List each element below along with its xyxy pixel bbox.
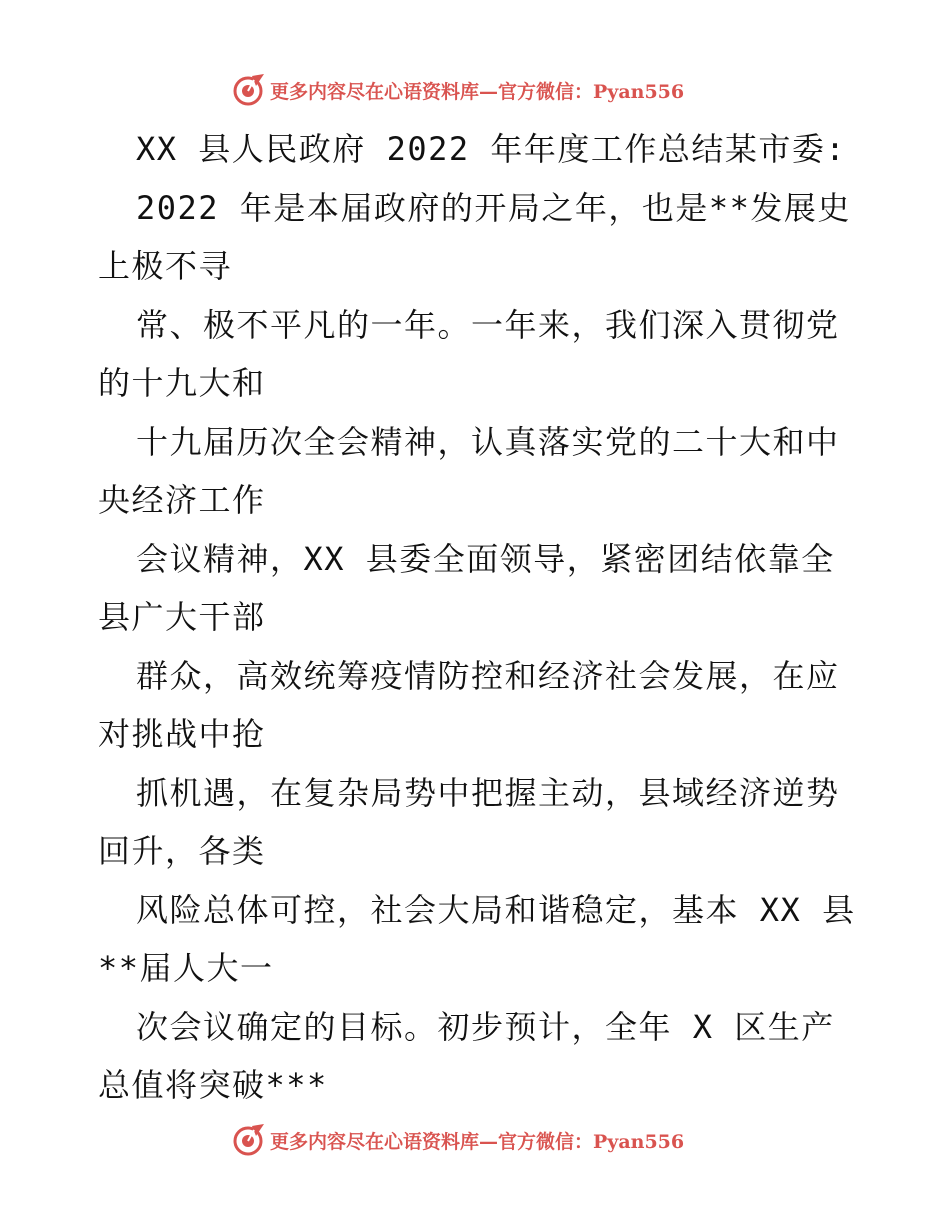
banner-text: 更多内容尽在心语资料库—官方微信：Pyan556 [270, 80, 685, 103]
text-line: 会议精神，XX 县委全面领导，紧密团结依靠全 [136, 539, 835, 578]
text-line: 常、极不平凡的一年。一年来，我们深入贯彻党 [136, 305, 840, 344]
quill-pen-logo-icon [230, 1122, 266, 1158]
quill-pen-logo-icon [230, 72, 266, 108]
text-line: 上极不寻 [98, 247, 233, 285]
text-line: 对挑战中抢 [98, 715, 266, 753]
text-line: 央经济工作 [98, 481, 266, 519]
text-line: XX 县人民政府 2022 年年度工作总结某市委: [136, 130, 847, 168]
text-line: 次会议确定的目标。初步预计，全年 X 区生产 [136, 1007, 835, 1046]
text-line: **届人大一 [98, 949, 274, 987]
document-body [98, 120, 858, 1115]
header-banner [230, 70, 684, 110]
text-line: 2022 年是本届政府的开局之年，也是**发展史 [136, 188, 851, 227]
text-line: 群众，高效统筹疫情防控和经济社会发展，在应 [136, 656, 840, 695]
text-line: 回升，各类 [98, 832, 266, 870]
banner-text: 更多内容尽在心语资料库—官方微信：Pyan556 [270, 1130, 685, 1153]
text-line: 抓机遇，在复杂局势中把握主动，县域经济逆势 [136, 773, 840, 812]
footer-banner [230, 1120, 684, 1160]
text-line: 风险总体可控，社会大局和谐稳定，基本 XX 县 [136, 890, 856, 929]
text-line: 总值将突破*** [98, 1066, 328, 1104]
text-line: 县广大干部 [98, 598, 266, 636]
text-line: 十九届历次全会精神，认真落实党的二十大和中 [136, 422, 840, 461]
text-line: 的十九大和 [98, 364, 266, 402]
